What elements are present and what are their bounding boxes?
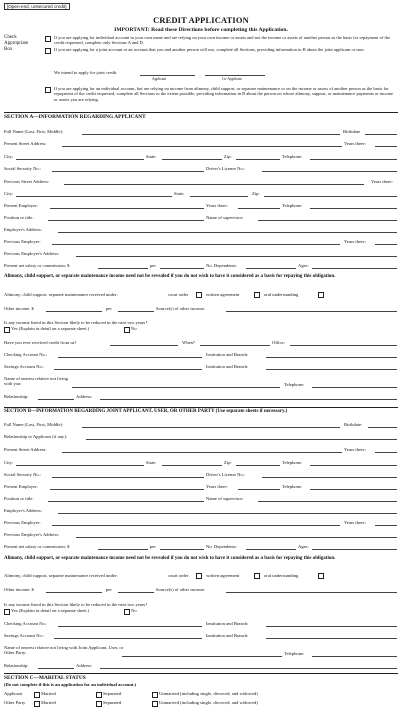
a-prev-street-label: Previous Street Address:	[4, 179, 50, 184]
a-reduced-no-checkbox[interactable]	[124, 327, 130, 333]
a-telephone-field[interactable]	[310, 159, 397, 160]
co-applicant-signature-line[interactable]	[205, 75, 265, 76]
b-oral-understanding-checkbox[interactable]	[318, 573, 324, 579]
a-emp-address-label: Employer's Address:	[4, 227, 42, 232]
b-present-employer-field[interactable]	[50, 489, 204, 490]
a-relative-label: Name of nearest relative not living with you:	[4, 376, 68, 387]
a-full-name-label: Full Name (Last, First, Middle):	[4, 129, 64, 134]
c-applicant-unmarried-checkbox[interactable]	[152, 692, 158, 698]
a-office-field[interactable]	[290, 345, 397, 346]
b-prev-emp-address-field[interactable]	[76, 537, 397, 538]
a-years-there4-label: Years there:	[344, 239, 366, 244]
a-salary-label: Present net salary or commission: $	[4, 263, 70, 268]
a-years-there3-field[interactable]	[238, 208, 280, 209]
a-supervisor-field[interactable]	[258, 220, 397, 221]
b-salary-label: Present net salary or commission: $	[4, 544, 70, 549]
b-prev-employer-label: Previous Employer:	[4, 520, 41, 525]
b-source-other-label: Source(s) of other income:	[156, 587, 206, 592]
a-dependents-label: No. Dependents:	[206, 263, 237, 268]
c-applicant-married-label: Married	[41, 691, 56, 696]
a-city2-label: City:	[4, 191, 14, 196]
a-relationship-label: Relationship:	[4, 394, 29, 399]
c-other-married-checkbox[interactable]	[34, 701, 40, 707]
a-supervisor-label: Name of supervisor:	[206, 215, 244, 220]
b-checking-label: Checking Account No.:	[4, 621, 48, 626]
a-reduced-yes-label: Yes (Explain in detail on a separate sheet.)	[11, 326, 90, 331]
a-telephone3-label: Telephone:	[284, 382, 305, 387]
section-b-divider	[4, 407, 398, 408]
b-present-street-field[interactable]	[62, 452, 342, 453]
b-relationship-field[interactable]	[38, 668, 74, 669]
a-relative-field[interactable]	[72, 387, 280, 388]
a-city2-field[interactable]	[16, 196, 172, 197]
b-dependents-label: No. Dependents:	[206, 544, 237, 549]
a-birthdate-field[interactable]	[365, 134, 397, 135]
b-source-other-field[interactable]	[226, 592, 397, 593]
c-applicant-unmarried-label: Unmarried (including single, divorced, and widowed)	[159, 691, 258, 696]
a-prev-employer-field[interactable]	[52, 244, 340, 245]
b-years-there3-label: Years there:	[344, 520, 366, 525]
co-applicant-sig-caption: Co-Applicant	[222, 77, 242, 81]
b-years-there2-field[interactable]	[238, 489, 280, 490]
b-position-field[interactable]	[48, 501, 204, 502]
b-city-field[interactable]	[16, 465, 144, 466]
a-oral-understanding-checkbox[interactable]	[318, 292, 324, 298]
section-c-divider	[4, 673, 398, 674]
b-address-field[interactable]	[100, 668, 397, 669]
b-checking-field[interactable]	[58, 626, 202, 627]
a-present-street-label: Present Street Address:	[4, 141, 47, 146]
b-ages-field[interactable]	[312, 549, 397, 550]
b-relative-field[interactable]	[122, 656, 282, 657]
a-oral-understanding-label: oral understanding	[264, 292, 299, 297]
b-ssn-field[interactable]	[52, 477, 204, 478]
a-position-label: Position or title:	[4, 215, 34, 220]
b-institution-label: Institution and Branch:	[206, 621, 249, 626]
option-individual-checkbox[interactable]	[45, 36, 51, 42]
a-court-order-checkbox[interactable]	[196, 292, 202, 298]
a-dl-label: Driver's License No.:	[206, 166, 246, 171]
b-birthdate-label: Birthdate:	[344, 422, 363, 427]
a-source-other-field[interactable]	[226, 311, 397, 312]
option-joint-checkbox[interactable]	[45, 48, 51, 54]
a-state-field[interactable]	[162, 159, 222, 160]
applicant-sig-caption: Applicant	[152, 77, 167, 81]
a-zip2-field[interactable]	[264, 196, 397, 197]
b-full-name-label: Full Name (Last, First, Middle):	[4, 422, 64, 427]
b-years-there-label: Years there:	[344, 447, 366, 452]
a-city-field[interactable]	[16, 159, 144, 160]
a-when-field[interactable]	[200, 345, 270, 346]
c-other-unmarried-checkbox[interactable]	[152, 701, 158, 707]
b-telephone-field[interactable]	[310, 465, 397, 466]
b-present-street-label: Present Street Address:	[4, 447, 47, 452]
a-when-label: When?	[182, 340, 196, 345]
a-address-label: Address:	[76, 394, 93, 399]
b-salary-field[interactable]	[98, 549, 148, 550]
b-ssn-label: Social Security No.:	[4, 472, 42, 477]
a-years-there-field[interactable]	[375, 146, 397, 147]
a-prev-employer-label: Previous Employer:	[4, 239, 41, 244]
b-alimony-note: Alimony, child support, or separate maintenance income need not be revealed if you do not wish to have it considered as a basis for repaying this obligation.	[4, 556, 336, 561]
b-relationship-app-label: Relationship to Applicant (if any):	[4, 434, 68, 439]
a-birthdate-label: Birthdate	[343, 129, 361, 134]
a-prev-emp-address-field[interactable]	[76, 256, 397, 257]
a-prev-street-field[interactable]	[64, 184, 364, 185]
a-per-label: per	[150, 263, 156, 268]
a-prev-emp-address-label: Previous Employer's Address:	[4, 251, 60, 256]
b-other-income-field[interactable]	[46, 592, 102, 593]
joint-intent-label: We intend to apply for joint credit	[54, 70, 117, 75]
a-relationship-field[interactable]	[38, 399, 74, 400]
c-other-married-label: Married	[41, 700, 56, 705]
a-full-name-field[interactable]	[82, 134, 340, 135]
a-telephone-label: Telephone:	[282, 154, 303, 159]
a-reduced-question: Is any income listed in this Section likely to be reduced in the next two years?	[4, 320, 148, 325]
b-dependents-field[interactable]	[246, 549, 296, 550]
a-per2-field[interactable]	[118, 311, 154, 312]
a-ssn-field[interactable]	[52, 171, 204, 172]
a-per2-label: per	[106, 306, 112, 311]
applicant-signature-line[interactable]	[140, 75, 195, 76]
b-reduced-yes-checkbox[interactable]	[4, 609, 10, 615]
b-court-order-checkbox[interactable]	[196, 573, 202, 579]
a-office-label: Office:	[272, 340, 285, 345]
b-other-income-label: Other income: $	[4, 587, 34, 592]
a-savings-label: Savings Account No.:	[4, 364, 45, 369]
a-court-order-label: court order	[168, 292, 189, 297]
a-dependents-field[interactable]	[246, 268, 296, 269]
b-emp-address-label: Employer's Address:	[4, 508, 42, 513]
a-written-agreement-label: written agreement	[206, 292, 240, 297]
b-state-field[interactable]	[162, 465, 222, 466]
b-relative-label: Name of nearest relative not living with Joint Applicant, User, or Other Party:	[4, 645, 124, 656]
section-a-divider	[4, 112, 398, 113]
a-other-income-label: Other income: $	[4, 306, 34, 311]
a-years-there4-field[interactable]	[375, 244, 397, 245]
a-other-income-field[interactable]	[46, 311, 102, 312]
a-savings-field[interactable]	[54, 369, 202, 370]
a-years-there2-label: Years there:	[371, 179, 393, 184]
b-relationship-app-field[interactable]	[86, 439, 397, 440]
b-birthdate-field[interactable]	[368, 427, 397, 428]
b-years-there2-label: Years there:	[206, 484, 228, 489]
a-source-other-label: Source(s) of other income:	[156, 306, 206, 311]
c-other-separated-checkbox[interactable]	[96, 701, 102, 707]
form-type-tag: [Open-end, unsecured credit]	[4, 3, 70, 10]
b-zip-label: Zip:	[224, 460, 232, 465]
b-emp-address-field[interactable]	[58, 513, 397, 514]
b-reduced-yes-label: Yes (Explain in detail on a separate sheet.)	[11, 608, 90, 613]
b-oral-understanding-label: oral understanding	[264, 573, 299, 578]
a-years-there-label: Years there:	[344, 141, 366, 146]
option-joint-text: If you are applying for a joint account or an account that you and another person will use, complete all Sections, providing information in B about the joint applicant or user.	[54, 47, 365, 52]
a-address-field[interactable]	[100, 399, 397, 400]
a-city-label: City:	[4, 154, 14, 159]
a-ssn-label: Social Security No.:	[4, 166, 42, 171]
b-savings-field[interactable]	[54, 638, 202, 639]
b-institution-field[interactable]	[266, 626, 397, 627]
a-checking-field[interactable]	[58, 357, 202, 358]
c-other-unmarried-label: Unmarried (including single, divorced, and widowed)	[159, 700, 258, 705]
a-per-field[interactable]	[160, 268, 204, 269]
b-present-employer-label: Present Employer:	[4, 484, 39, 489]
b-telephone2-label: Telephone:	[282, 484, 303, 489]
a-institution-field[interactable]	[266, 357, 397, 358]
b-written-agreement-label: written agreement	[206, 573, 240, 578]
c-applicant-label: Applicant	[4, 691, 23, 696]
a-present-employer-field[interactable]	[50, 208, 204, 209]
b-written-agreement-checkbox[interactable]	[254, 573, 260, 579]
c-applicant-separated-label: Separated	[103, 691, 122, 696]
a-ages-field[interactable]	[312, 268, 397, 269]
c-applicant-separated-checkbox[interactable]	[96, 692, 102, 698]
b-per-field[interactable]	[160, 549, 204, 550]
b-years-there-field[interactable]	[375, 452, 397, 453]
a-ages-label: Ages:	[298, 263, 309, 268]
b-telephone3-label: Telephone:	[284, 651, 305, 656]
a-zip-label: Zip:	[224, 154, 232, 159]
a-position-field[interactable]	[48, 220, 204, 221]
b-per2-field[interactable]	[118, 592, 154, 593]
b-ages-label: Ages:	[298, 544, 309, 549]
b-per2-label: per	[106, 587, 112, 592]
option-individual-text: If you are applying for individual account in your own name and are relying on your own income or assets and not the income or assets of another person as the basis for repayment of the credit requested, complete only Sections A and D.	[54, 35, 391, 46]
page-title: CREDIT APPLICATION	[153, 16, 249, 25]
section-b-title: SECTION B—INFORMATION REGARDING JOINT APPLICANT, USER, OR OTHER PARTY (Use separate sheets if necessary.)	[4, 409, 288, 414]
a-reduced-yes-checkbox[interactable]	[4, 327, 10, 333]
b-reduced-no-label: No	[131, 608, 137, 613]
a-checking-label: Checking Account No.:	[4, 352, 48, 357]
b-reduced-no-checkbox[interactable]	[124, 609, 130, 615]
a-present-street-field[interactable]	[62, 146, 342, 147]
a-zip-field[interactable]	[236, 159, 280, 160]
a-alimony-note: Alimony, child support, or separate maintenance income need not be revealed if you do not wish to have it considered as a basis for repaying this obligation.	[4, 274, 336, 279]
check-box-label: Check Appropriate Box	[4, 35, 29, 52]
c-other-party-label: Other Party	[4, 700, 26, 705]
option-relying-checkbox[interactable]	[45, 87, 51, 93]
b-relationship-label: Relationship:	[4, 663, 29, 668]
a-received-credit-label: Have you ever received credit from us?	[4, 340, 77, 345]
b-telephone2-field[interactable]	[310, 489, 397, 490]
section-a-title: SECTION A—INFORMATION REGARDING APPLICANT	[4, 114, 146, 120]
b-court-order-label: court order	[168, 573, 189, 578]
b-supervisor-field[interactable]	[258, 501, 397, 502]
a-state2-label: State:	[174, 191, 185, 196]
c-other-separated-label: Separated	[103, 700, 122, 705]
b-years-there3-field[interactable]	[375, 525, 397, 526]
a-received-credit-field[interactable]	[110, 345, 178, 346]
b-telephone-label: Telephone:	[282, 460, 303, 465]
b-city-label: City:	[4, 460, 14, 465]
b-position-label: Position or title:	[4, 496, 34, 501]
b-address-label: Address:	[76, 663, 93, 668]
b-prev-emp-address-label: Previous Employer's Address:	[4, 532, 60, 537]
a-state-label: State:	[146, 154, 157, 159]
important-directions: IMPORTANT: Read these Directions before completing this Application.	[114, 27, 288, 33]
a-years-there3-label: Years there:	[206, 203, 228, 208]
b-dl-label: Driver's License No.:	[206, 472, 246, 477]
option-relying-text: If you are applying for an individual account, but are relying on income from alimony, child support, or separate maintenance or on the income or assets of another person as the basis for repayment of the credit requested, complete all Sections to the extent possible, providing information in B about the person on whose alimony, support, or maintenance payments or income or assets you are relying.	[54, 86, 393, 102]
b-alimony-received-label: Alimony, child support, separate maintenance received under:	[4, 573, 118, 578]
a-institution2-label: Institution and Branch:	[206, 364, 249, 369]
a-written-agreement-checkbox[interactable]	[254, 292, 260, 298]
b-supervisor-label: Name of supervisor:	[206, 496, 244, 501]
a-telephone3-field[interactable]	[312, 387, 397, 388]
b-prev-employer-field[interactable]	[52, 525, 340, 526]
a-state2-field[interactable]	[190, 196, 248, 197]
b-full-name-field[interactable]	[82, 427, 340, 428]
b-reduced-question: Is any income listed in this Section likely to be reduced in the next two years?	[4, 602, 148, 607]
c-applicant-married-checkbox[interactable]	[34, 692, 40, 698]
a-present-employer-label: Present Employer:	[4, 203, 39, 208]
b-dl-field[interactable]	[262, 477, 397, 478]
section-c-title: SECTION C—MARITAL STATUS	[4, 675, 86, 681]
b-per-label: per	[150, 544, 156, 549]
a-institution2-field[interactable]	[266, 369, 397, 370]
b-telephone3-field[interactable]	[312, 656, 397, 657]
a-emp-address-field[interactable]	[58, 232, 397, 233]
a-institution-label: Institution and Branch:	[206, 352, 249, 357]
b-zip-field[interactable]	[236, 465, 280, 466]
section-c-note: (Do not complete if this is an application for an individual account.)	[4, 682, 137, 687]
b-institution2-label: Institution and Branch:	[206, 633, 249, 638]
a-zip2-label: Zip:	[252, 191, 260, 196]
b-savings-label: Savings Account No.:	[4, 633, 45, 638]
a-dl-field[interactable]	[262, 171, 397, 172]
b-state-label: State:	[146, 460, 157, 465]
b-institution2-field[interactable]	[266, 638, 397, 639]
a-telephone2-label: Telephone:	[282, 203, 303, 208]
a-reduced-no-label: No	[131, 326, 137, 331]
a-alimony-received-label: Alimony, child support, separate maintenance received under:	[4, 292, 118, 297]
a-telephone2-field[interactable]	[310, 208, 397, 209]
a-salary-field[interactable]	[98, 268, 148, 269]
